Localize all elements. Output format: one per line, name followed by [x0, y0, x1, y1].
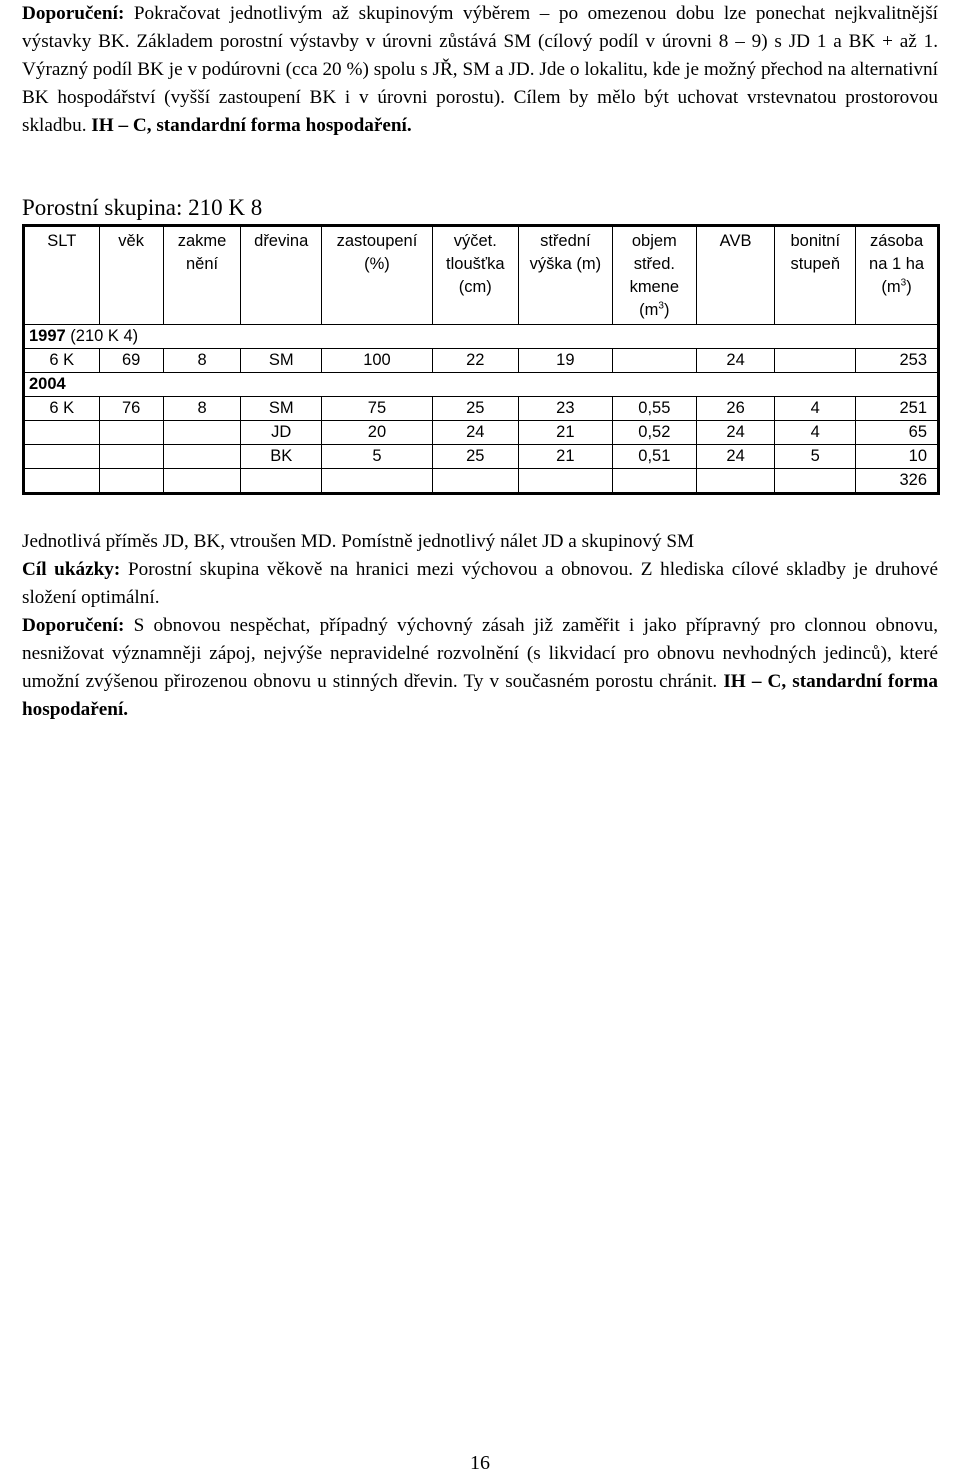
- cell: [163, 445, 241, 469]
- cell: [775, 469, 856, 494]
- cell: 65: [856, 421, 939, 445]
- table-header-row: [24, 226, 939, 325]
- col-share: zastoupení (%): [322, 226, 433, 325]
- cell: 253: [856, 349, 939, 373]
- intro-text: Pokračovat jednotlivým až skupinovým výběrem – po omezenou dobu lze ponechat nejkvalitnější výstavky BK. Základem porostní výstavby v úrovni zůstává SM (cílový podíl v úrovni 8 – 9) s JD 1 a BK + až 1. Výrazný podíl BK je v podúrovni (cca 20 %) spolu s JŘ, SM a JD. Jde o lokalitu, kde je možný přechod na alternativní BK hospodářství (vyšší zastoupení BK i v úrovni porostu). Cílem by mělo být uchovat vrstevnatou prostorovou skladbu.: [22, 3, 938, 136]
- cell: 69: [99, 349, 163, 373]
- cell: BK: [241, 445, 322, 469]
- page-number: 16: [470, 1452, 490, 1474]
- cell: 23: [518, 397, 612, 421]
- cell: JD: [241, 421, 322, 445]
- col-stock-label: zásoba na 1 ha: [869, 232, 925, 273]
- cell: 26: [696, 397, 775, 421]
- group-year: 1997: [29, 327, 66, 345]
- intro-bold-conclusion: IH – C, standardní forma hospodaření.: [91, 115, 412, 136]
- cell: [163, 421, 241, 445]
- col-diameter: výčet. tloušťka (cm): [432, 226, 518, 325]
- cell: 5: [775, 445, 856, 469]
- cell: 24: [696, 421, 775, 445]
- cell: [241, 469, 322, 494]
- cell: 22: [432, 349, 518, 373]
- cell: [24, 421, 100, 445]
- group-row-2004: [24, 373, 939, 397]
- after-table-paragraph: [22, 528, 938, 724]
- table-row: [24, 397, 939, 421]
- cell: 4: [775, 397, 856, 421]
- cell: 24: [696, 349, 775, 373]
- cell: 21: [518, 445, 612, 469]
- cell: SM: [241, 349, 322, 373]
- col-species: dřevina: [241, 226, 322, 325]
- col-volume: objem střed. kmene $(m^3)$: [612, 226, 696, 325]
- col-stock: zásoba na 1 ha $(m^3)$: [856, 226, 939, 325]
- cell: 0,51: [612, 445, 696, 469]
- cell: 20: [322, 421, 433, 445]
- admixture-line: Jednotlivá příměs JD, BK, vtroušen MD. Pomístně jednotlivý nálet JD a skupinový SM: [22, 531, 695, 552]
- goal-label: Cíl ukázky:: [22, 559, 121, 580]
- group-label-2004: [24, 373, 939, 397]
- col-closure: zakme nění: [163, 226, 241, 325]
- recommendation-bold-conclusion: IH – C, standardní forma hospodaření.: [22, 671, 939, 720]
- cell: [99, 469, 163, 494]
- group-code: (210 K 4): [65, 327, 139, 345]
- cell: 100: [322, 349, 433, 373]
- cell: [99, 421, 163, 445]
- intro-paragraph: [22, 0, 938, 140]
- cell: [432, 469, 518, 494]
- cell: [99, 445, 163, 469]
- cell: [775, 349, 856, 373]
- cell: 75: [322, 397, 433, 421]
- col-avb: AVB: [696, 226, 775, 325]
- col-volume-unit: (m: [639, 301, 659, 319]
- stand-group-heading: Porostní skupina: 210 K 8: [22, 195, 263, 220]
- col-height: střední výška (m): [518, 226, 612, 325]
- stand-table: [22, 224, 940, 495]
- cell: [612, 349, 696, 373]
- recommendation-label: Doporučení:: [22, 615, 125, 636]
- cell: 10: [856, 445, 939, 469]
- goal-text: Porostní skupina věkově na hranici mezi výchovou a obnovou. Z hlediska cílové skladby je druhové složení optimální.: [22, 559, 938, 608]
- group-year: 2004: [29, 375, 66, 393]
- recommendation-label: Doporučení:: [22, 3, 125, 24]
- cell: [24, 445, 100, 469]
- cell: 251: [856, 397, 939, 421]
- cell: 19: [518, 349, 612, 373]
- cell: 6 K: [24, 349, 100, 373]
- group-row-1997: [24, 325, 939, 349]
- col-slt: SLT: [24, 226, 100, 325]
- col-age: věk: [99, 226, 163, 325]
- cell: 25: [432, 445, 518, 469]
- total-stock-cell: 326: [856, 469, 939, 494]
- table-row: [24, 421, 939, 445]
- cell: [24, 469, 100, 494]
- table-row: [24, 349, 939, 373]
- cell: 0,52: [612, 421, 696, 445]
- cell: 8: [163, 397, 241, 421]
- group-label-1997: [24, 325, 939, 349]
- col-site-index: bonitní stupeň: [775, 226, 856, 325]
- cell: 6 K: [24, 397, 100, 421]
- cell: [163, 469, 241, 494]
- table-row: [24, 445, 939, 469]
- cell: 21: [518, 421, 612, 445]
- cell: [322, 469, 433, 494]
- cell: SM: [241, 397, 322, 421]
- cell: 5: [322, 445, 433, 469]
- cell: 25: [432, 397, 518, 421]
- cell: [518, 469, 612, 494]
- cell: 8: [163, 349, 241, 373]
- cell: 24: [696, 445, 775, 469]
- cell: [696, 469, 775, 494]
- cell: [612, 469, 696, 494]
- table-total-row: [24, 469, 939, 494]
- cell: 76: [99, 397, 163, 421]
- recommendation-text: S obnovou nespěchat, případný výchovný zásah již zaměřit i jako přípravný pro clonnou obnovu, nesnižovat významněji zápoj, nejvýše nepravidelné rozvolnění (s likvidací pro obnovu nevhodných jedinců), které umožní zvýšenou přirozenou obnovu u stinných dřevin. Ty v současném porostu chránit.: [22, 615, 938, 692]
- cell: 4: [775, 421, 856, 445]
- col-volume-label: objem střed. kmene: [629, 232, 680, 296]
- col-stock-unit: (m: [881, 278, 901, 296]
- cell: 24: [432, 421, 518, 445]
- cell: 0,55: [612, 397, 696, 421]
